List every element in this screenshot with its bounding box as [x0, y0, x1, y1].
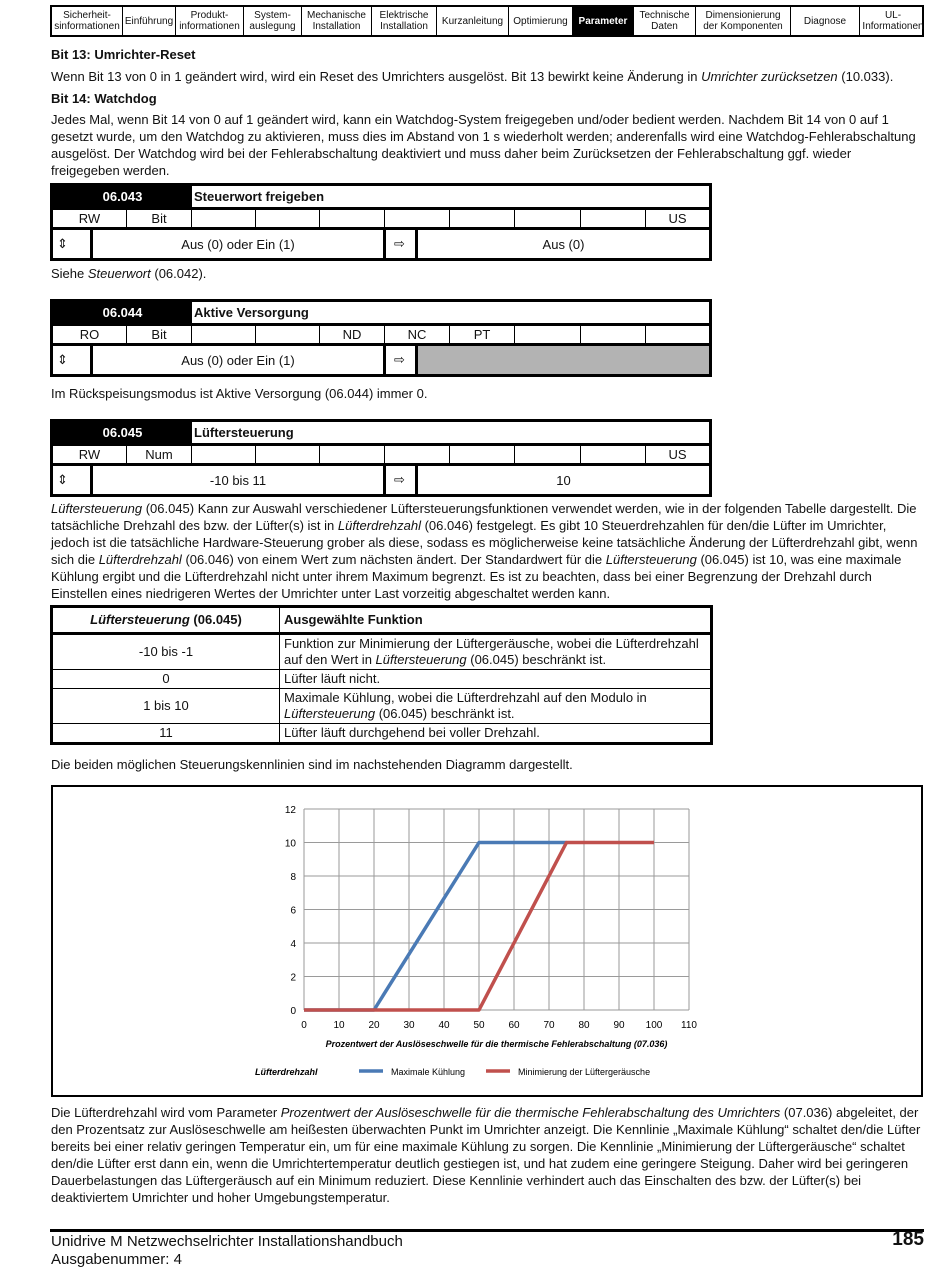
y-tick-label: 8: [290, 872, 296, 883]
param-flag-cell: [192, 326, 256, 343]
function-value: 0: [52, 670, 280, 689]
param-flag-cell: [450, 446, 515, 463]
x-tick-label: 70: [543, 1020, 555, 1031]
see-steuerwort: Siehe Steuerwort (06.042).: [51, 266, 207, 281]
default-icon: ⇨: [386, 230, 418, 258]
x-axis-label: Prozentwert der Auslöseschwelle für die thermische Fehlerabschaltung (07.036): [325, 1039, 668, 1049]
range-icon: ⇕: [53, 230, 93, 258]
function-table-row: [52, 689, 712, 724]
footer-title: Unidrive M Netzwechselrichter Installationshandbuch: [51, 1233, 403, 1250]
x-tick-label: 110: [681, 1020, 697, 1031]
param-flag-cell: [515, 326, 581, 343]
param-flag-cell: [385, 210, 450, 227]
fan-speed-chart: [53, 787, 921, 1095]
param-range: Aus (0) oder Ein (1): [93, 230, 386, 258]
diagram-intro: Die beiden möglichen Steuerungskennlinien sind im nachstehenden Diagramm dargestellt.: [51, 757, 573, 772]
nav-tab[interactable]: Sicherheit- sinformationen: [52, 7, 123, 35]
y-tick-label: 0: [290, 1006, 296, 1017]
param-name: Lüftersteuerung: [194, 425, 294, 440]
param-flag-cell: [256, 446, 320, 463]
x-tick-label: 40: [438, 1020, 450, 1031]
footer-rule: [50, 1229, 924, 1232]
param-flag-cell: Num: [127, 446, 192, 463]
function-table-row: [52, 724, 712, 744]
series-line-maximale-kuehlung: [304, 843, 567, 1011]
x-tick-label: 50: [473, 1020, 485, 1031]
legend-entry: Minimierung der Lüftergeräusche: [518, 1067, 651, 1077]
param-flag-cell: [256, 210, 320, 227]
param-default: Aus (0): [542, 236, 585, 252]
x-tick-label: 60: [508, 1020, 520, 1031]
param-flag-cell: [450, 210, 515, 227]
chart-frame: [51, 785, 923, 1097]
function-description: Lüfter läuft durchgehend bei voller Drehzahl.: [280, 724, 712, 744]
param-flag-cell: US: [668, 211, 687, 226]
rueckspeisung-text: Im Rückspeisungsmodus ist Aktive Versorgung (06.044) immer 0.: [51, 386, 428, 401]
nav-tab[interactable]: Elektrische Installation: [372, 7, 437, 35]
param-flag-cell: [385, 446, 450, 463]
legend-entry: Maximale Kühlung: [391, 1067, 466, 1077]
y-tick-label: 2: [290, 972, 296, 984]
param-table-06043: [50, 183, 712, 261]
param-number: 06.045: [53, 422, 192, 443]
x-tick-label: 10: [333, 1020, 345, 1031]
function-description: Lüfter läuft nicht.: [280, 670, 712, 689]
param-default: 10: [556, 472, 571, 488]
function-table-row: [52, 634, 712, 670]
param-flag-cell: Bit: [127, 326, 192, 343]
nav-tab[interactable]: Optimierung: [509, 7, 573, 35]
param-name: Aktive Versorgung: [194, 305, 309, 320]
param-flag-cell: RW: [53, 210, 127, 227]
param-flag-cell: ND: [320, 326, 385, 343]
range-icon: ⇕: [53, 346, 93, 374]
param-name: Steuerwort freigeben: [194, 189, 325, 204]
param-range: Aus (0) oder Ein (1): [93, 346, 386, 374]
y-tick-label: 6: [290, 905, 296, 917]
function-table-header-value: Lüftersteuerung (06.045): [52, 607, 280, 634]
param-default: [418, 346, 709, 374]
function-value: 11: [52, 724, 280, 744]
nav-tab[interactable]: Dimensionierung der Komponenten: [696, 7, 791, 35]
function-table-header-function: Ausgewählte Funktion: [280, 607, 712, 634]
legend-title: Lüfterdrehzahl: [255, 1067, 318, 1077]
param-flag-cell: [581, 210, 646, 227]
x-tick-label: 90: [613, 1020, 625, 1031]
param-table-06044: [50, 299, 712, 377]
nav-tab[interactable]: Einführung: [123, 7, 176, 35]
param-flag-cell: RW: [53, 446, 127, 463]
nav-tab[interactable]: Technische Daten: [634, 7, 696, 35]
param-flag-cell: RO: [53, 326, 127, 343]
param-table-06045: [50, 419, 712, 497]
bit13-heading: Bit 13: Umrichter-Reset: [51, 47, 196, 62]
range-icon: ⇕: [53, 466, 93, 494]
x-tick-label: 0: [301, 1020, 307, 1031]
x-tick-label: 80: [578, 1020, 590, 1031]
param-number: 06.044: [53, 302, 192, 323]
nav-tab[interactable]: UL- Informationen: [862, 10, 924, 32]
param-flag-cell: [192, 210, 256, 227]
param-range: -10 bis 11: [93, 466, 386, 494]
param-flag-cell: [646, 326, 709, 343]
function-table-row: [52, 670, 712, 689]
param-number: 06.043: [53, 186, 192, 207]
function-value: -10 bis -1: [52, 634, 280, 670]
param-flag-cell: [192, 446, 256, 463]
closing-paragraph: Die Lüfterdrehzahl wird vom Parameter Prozentwert der Auslöseschwelle für die thermische Fehlerabschaltung des Umrichters (07.036) abgeleitet, der den Prozentsatz zur Auslöseschwelle am heißesten überwachten Punkt im Umrichter anzeigt. Die Kennlinie „Maximale Kühlung“ schaltet den/die Lüfter bereits bei einer relativ geringen Temperatur ein, um für eine maximale Kühlung zu sorgen. Die Kennlinie „Minimierung der Lüftergeräusche“ schaltet den/die Lüfter erst dann ein, wenn die Umrichtertemperatur deutlich gestiegen ist, und hat zudem eine geringere Steigung. Daher wird bei geringeren Dauerbelastungen das Lüftergeräusch auf ein Minimum reduziert. Diese Kennlinie verhindert auch das Einschalten des bzw. der Lüfter(s) bei deaktiviertem Umrichter und hoher Umgebungstemperatur.: [51, 1105, 921, 1205]
luefter-paragraph: Lüftersteuerung (06.045) Kann zur Auswahl verschiedener Lüftersteuerungsfunktionen verwendet werden, wie in der folgenden Tabelle dargestellt. Die tatsächliche Drehzahl des bzw. der Lüfter(s) ist in Lüfterdrehzahl (06.046) festgelegt. Es gibt 10 Steuerdrehzahlen für den/die Lüfter im Umrichter, jedoch ist die tatsächliche Hardware-Steuerung grober als diese, sodass es möglicherweise keine tatsächliche Änderung der Lüfterdrehzahl gibt, wenn sich die Lüfterdrehzahl (06.046) von einem Wert zum nächsten ändert. Der Standardwert für die Lüftersteuerung (06.045) ist 10, was eine maximale Kühlung ergibt und die Lüfterdrehzahl nicht unter ihrem Maximum begrenzt. Es ist zu beachten, dass bei einer Begrenzung der Drehzahl durch Einstellen eines niedrigeren Wertes der Umrichter unter Last vorzeitig abgeschaltet werden kann.: [51, 501, 918, 601]
x-tick-label: 100: [645, 1020, 663, 1031]
nav-tab[interactable]: Produkt- informationen: [176, 7, 244, 35]
y-tick-label: 10: [284, 838, 296, 850]
y-tick-label: 4: [290, 939, 296, 950]
param-flag-cell: [581, 326, 646, 343]
x-tick-label: 30: [403, 1020, 415, 1031]
nav-tab[interactable]: Mechanische Installation: [302, 7, 372, 35]
function-table: [50, 605, 713, 745]
function-description: Funktion zur Minimierung der Lüftergeräusche, wobei die Lüfterdrehzahl auf den Wert in Lüftersteuerung (06.045) beschränkt ist.: [280, 634, 712, 670]
nav-tab[interactable]: Diagnose: [791, 7, 860, 35]
function-value: 1 bis 10: [52, 689, 280, 724]
param-flag-cell: [256, 326, 320, 343]
param-flag-cell: [515, 446, 581, 463]
param-flag-cell: [320, 446, 385, 463]
nav-tab[interactable]: Kurzanleitung: [437, 7, 509, 35]
default-icon: ⇨: [386, 346, 418, 374]
param-flag-cell: [581, 446, 646, 463]
param-flag-cell: US: [668, 447, 687, 462]
footer-issue: Ausgabenummer: 4: [51, 1251, 182, 1268]
chapter-nav: [50, 5, 924, 37]
x-tick-label: 20: [368, 1020, 380, 1031]
param-flag-cell: [515, 210, 581, 227]
param-flag-cell: NC: [385, 326, 450, 343]
nav-tab[interactable]: Parameter: [573, 7, 634, 35]
param-flag-cell: [320, 210, 385, 227]
bit14-heading: Bit 14: Watchdog: [51, 91, 157, 106]
y-tick-label: 12: [284, 805, 296, 816]
param-flag-cell: Bit: [127, 210, 192, 227]
param-flag-cell: PT: [450, 326, 515, 343]
bit14-text: Jedes Mal, wenn Bit 14 von 0 auf 1 geändert wird, kann ein Watchdog-System freigegeben und/oder bedient werden. Nachdem Bit 14 von 0 auf 1 gesetzt wurde, um den Watchdog zu aktivieren, muss dies im Abstand von 1 s wiederholt werden; anderenfalls wird eine Watchdog-Fehlerabschaltung ausgelöst. Der Watchdog wird bei der Fehlerabschaltung deaktiviert und muss daher beim Zurücksetzen der Fehlerabschaltung ggf. wieder freigegeben werden.: [51, 112, 916, 178]
page-number: 185: [892, 1229, 924, 1250]
default-icon: ⇨: [386, 466, 418, 494]
bit13-text: Wenn Bit 13 von 0 in 1 geändert wird, wird ein Reset des Umrichters ausgelöst. Bit 13 bewirkt keine Änderung in Umrichter zurücksetzen (10.033).: [51, 69, 894, 84]
nav-tab[interactable]: System- auslegung: [244, 7, 302, 35]
function-description: Maximale Kühlung, wobei die Lüfterdrehzahl auf den Modulo in Lüftersteuerung (06.045) beschränkt ist.: [280, 689, 712, 724]
